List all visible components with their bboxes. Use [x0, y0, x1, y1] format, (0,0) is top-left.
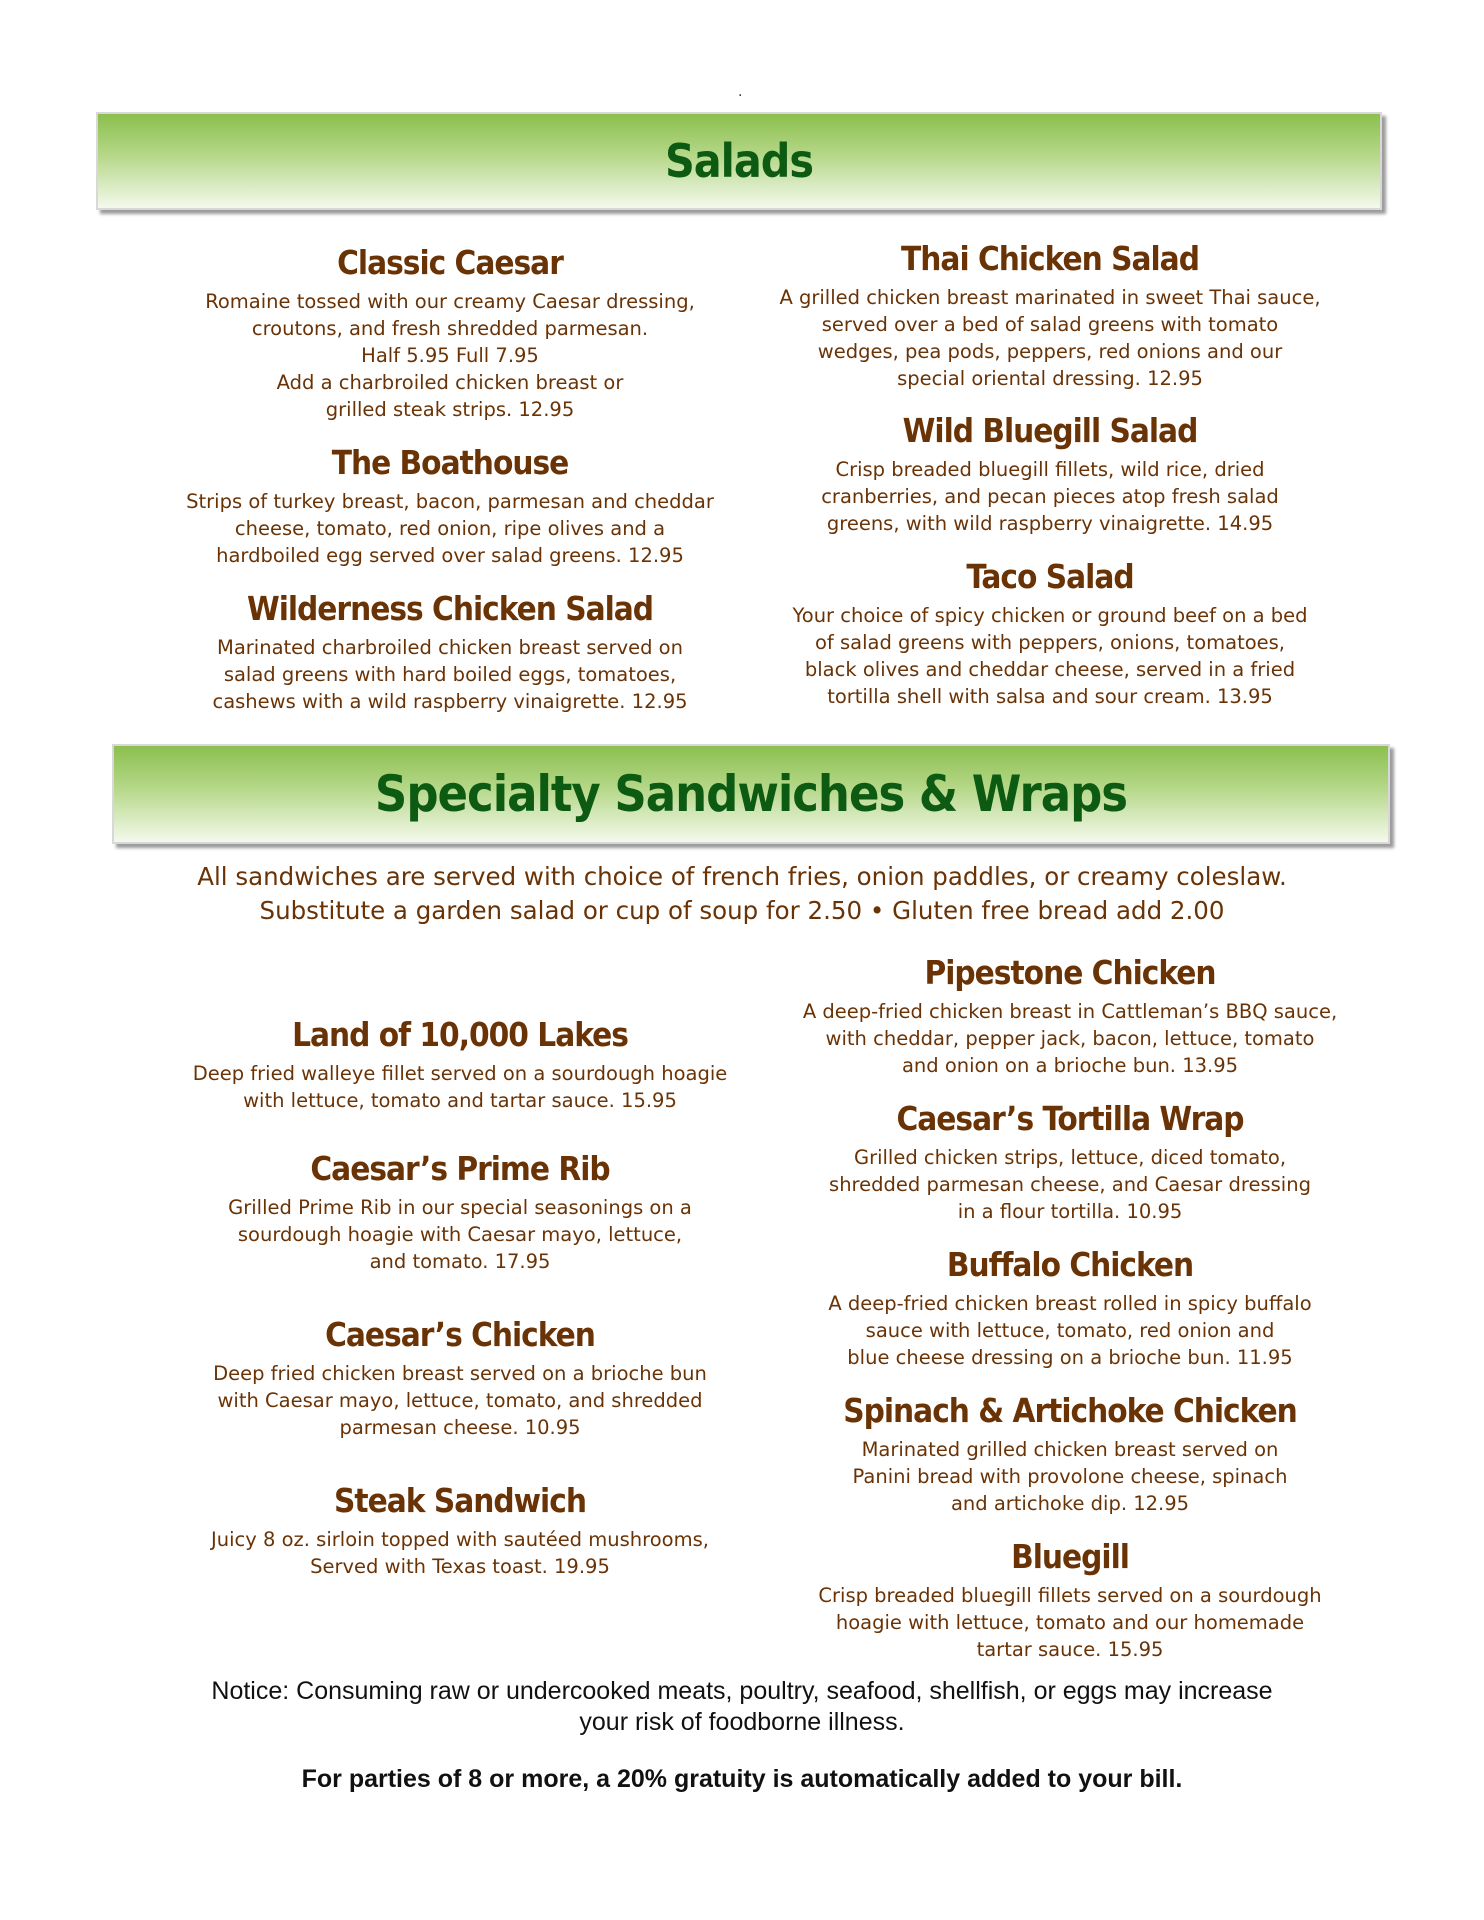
item-name: Caesar’s Tortilla Wrap [896, 1099, 1244, 1138]
sandwiches-banner [112, 744, 1390, 844]
item-description: Your choice of spicy chicken or ground beef on a bed of salad greens with peppers, onions, tomatoes, black olives and cheddar cheese, served in a fried tortilla shell with salsa and sour cream. 13.95 [792, 604, 1308, 708]
menu-item-caesars-chicken [150, 1314, 770, 1441]
menu-item-classic-caesar [150, 242, 750, 423]
sandwich-intro [100, 860, 1384, 928]
menu-item-buffalo-chicken [760, 1244, 1380, 1371]
item-description: Grilled Prime Rib in our special seasonings on a sourdough hoagie with Caesar mayo, lettuce, and tomato. 17.95 [228, 1196, 692, 1273]
item-name: Caesar’s Chicken [325, 1315, 595, 1354]
notice-line-1: Notice: Consuming raw or undercooked meats, poultry, seafood, shellfish, or eggs may increase [211, 1677, 1273, 1705]
menu-item-taco-salad [740, 556, 1360, 710]
item-name: The Boathouse [331, 443, 569, 482]
sandwiches-heading: Specialty Sandwiches & Wraps [374, 765, 1128, 823]
menu-item-thai-chicken-salad [740, 238, 1360, 392]
intro-substitute-line: Substitute a garden salad or cup of soup for 2.50 • Gluten free bread add 2.00 [259, 896, 1225, 925]
item-name: Thai Chicken Salad [901, 239, 1199, 278]
item-name: Classic Caesar [337, 243, 563, 282]
item-description: Marinated charbroiled chicken breast served on salad greens with hard boiled eggs, tomatoes, cashews with a wild raspberry vinaigrette. 12.95 [212, 636, 688, 713]
item-description: A deep-fried chicken breast in Cattleman’s BBQ sauce, with cheddar, pepper jack, bacon, lettuce, tomato and onion on a brioche bun. 13.95 [802, 1000, 1338, 1077]
item-name: Caesar’s Prime Rib [310, 1149, 610, 1188]
item-description: Strips of turkey breast, bacon, parmesan and cheddar cheese, tomato, red onion, ripe olives and a hardboiled egg served over salad greens. 12.95 [186, 490, 714, 567]
item-name: Wild Bluegill Salad [902, 411, 1198, 450]
menu-item-pipestone-chicken [760, 952, 1380, 1079]
menu-item-caesars-prime-rib [150, 1148, 770, 1275]
item-description: A deep-fried chicken breast rolled in spicy buffalo sauce with lettuce, tomato, red onion and blue cheese dressing on a brioche bun. 11.95 [828, 1292, 1312, 1369]
item-description: Marinated grilled chicken breast served on Panini bread with provolone cheese, spinach and artichoke dip. 12.95 [852, 1438, 1288, 1515]
item-description: Deep fried walleye fillet served on a sourdough hoagie with lettuce, tomato and tartar sauce. 15.95 [192, 1062, 728, 1112]
menu-item-wilderness-chicken-salad [150, 588, 750, 715]
item-name: Pipestone Chicken [924, 953, 1216, 992]
notice-line-2: your risk of foodborne illness. [579, 1708, 905, 1736]
item-description: Deep fried chicken breast served on a brioche bun with Caesar mayo, lettuce, tomato, and shredded parmesan cheese. 10.95 [213, 1362, 707, 1439]
intro-sides-line: All sandwiches are served with choice of french fries, onion paddles, or creamy coleslaw. [197, 862, 1287, 891]
menu-item-caesars-tortilla-wrap [760, 1098, 1380, 1225]
item-description: Grilled chicken strips, lettuce, diced tomato, shredded parmesan cheese, and Caesar dressing in a flour tortilla. 10.95 [829, 1146, 1311, 1223]
item-name: Taco Salad [966, 557, 1134, 596]
gratuity-notice: For parties of 8 or more, a 20% gratuity is automatically added to your bill. [301, 1765, 1183, 1793]
menu-item-wild-bluegill-salad [740, 410, 1360, 537]
salads-heading: Salads [664, 134, 814, 188]
item-description: A grilled chicken breast marinated in sweet Thai sauce, served over a bed of salad greens with tomato wedges, pea pods, peppers, red onions and our special oriental dressing. 12.95 [779, 286, 1321, 390]
item-name: Bluegill [1011, 1537, 1129, 1576]
page-mark: . [738, 84, 743, 100]
menu-item-steak-sandwich [150, 1480, 770, 1580]
item-name: Land of 10,000 Lakes [292, 1015, 628, 1054]
item-description: Romaine tossed with our creamy Caesar dressing, croutons, and fresh shredded parmesan. Half 5.95 Full 7.95 Add a charbroiled chicken breast or grilled steak strips. 12.95 [205, 290, 695, 421]
item-description: Juicy 8 oz. sirloin topped with sautéed mushrooms, Served with Texas toast. 19.95 [211, 1528, 709, 1578]
item-name: Spinach & Artichoke Chicken [843, 1391, 1297, 1430]
item-description: Crisp breaded bluegill fillets served on a sourdough hoagie with lettuce, tomato and our homemade tartar sauce. 15.95 [818, 1584, 1322, 1661]
menu-item-bluegill [760, 1536, 1380, 1663]
menu-item-spinach-artichoke-chicken [760, 1390, 1380, 1517]
salads-banner [96, 112, 1382, 210]
item-name: Buffalo Chicken [946, 1245, 1194, 1284]
food-safety-notice [100, 1676, 1384, 1738]
item-name: Steak Sandwich [334, 1481, 586, 1520]
menu-item-boathouse [150, 442, 750, 569]
item-description: Crisp breaded bluegill fillets, wild rice, dried cranberries, and pecan pieces atop fresh salad greens, with wild raspberry vinaigrette. 14.95 [821, 458, 1279, 535]
item-name: Wilderness Chicken Salad [246, 589, 654, 628]
menu-item-land-of-10000-lakes [150, 1014, 770, 1114]
